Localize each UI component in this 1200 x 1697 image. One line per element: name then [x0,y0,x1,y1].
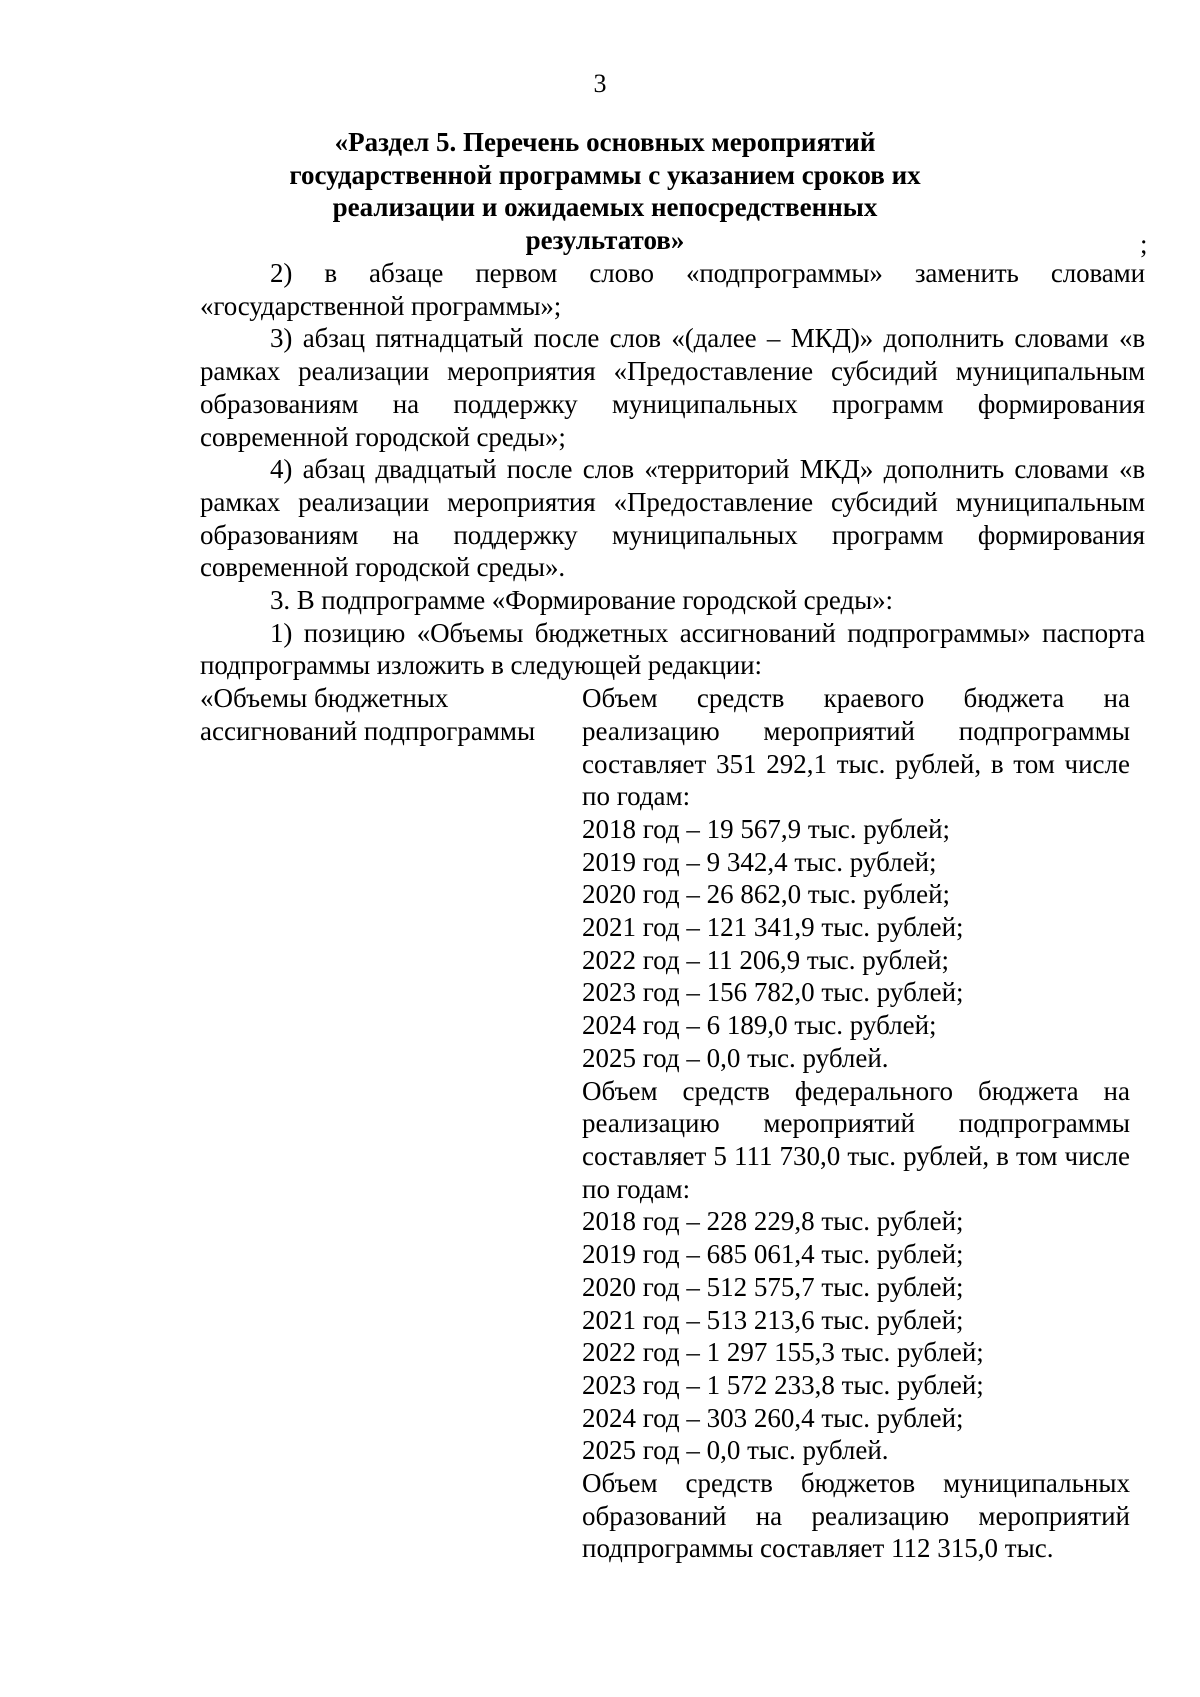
municipal-budget-intro: Объем средств бюджетов муниципальных образований на реализацию мероприятий подпрограммы составляет 112 315,0 тыс. [582,1468,1130,1564]
passport-label-line-2: ассигнований подпрограммы [200,715,536,746]
regional-year-line: 2021 год – 121 341,9 тыс. рублей; [582,912,964,943]
federal-year-line: 2020 год – 512 575,7 тыс. рублей; [582,1271,964,1302]
regional-year-line: 2025 год – 0,0 тыс. рублей. [582,1042,889,1073]
regional-year-line: 2023 год – 156 782,0 тыс. рублей; [582,977,964,1008]
regional-year-line: 2018 год – 19 567,9 тыс. рублей; [582,813,951,844]
federal-year-line: 2019 год – 685 061,4 тыс. рублей; [582,1239,964,1270]
federal-year-line: 2018 год – 228 229,8 тыс. рублей; [582,1206,964,1237]
paragraph-passport-position: 1) позицию «Объемы бюджетных ассигнований подпрограммы» паспорта подпрограммы изложить в следующей редакции: [200,617,1145,681]
regional-year-line: 2020 год – 26 862,0 тыс. рублей; [582,879,951,910]
document-body [200,257,1145,1565]
section-heading: «Раздел 5. Перечень основных мероприятий государственной программы с указанием сроков их реализации и ожидаемых непосредственных результатов» [289,127,921,255]
federal-year-line: 2025 год – 0,0 тыс. рублей. [582,1435,889,1466]
regional-year-line: 2024 год – 6 189,0 тыс. рублей; [582,1010,937,1041]
passport-label-line-1: «Объемы бюджетных [200,683,449,714]
regional-year-line: 2022 год – 11 206,9 тыс. рублей; [582,944,950,975]
paragraph-item-3: 3) абзац пятнадцатый после слов «(далее – МКД)» дополнить словами «в рамках реализации мероприятия «Предоставление субсидий муниципальным образованиям на поддержку муниципальных программ формирования современной городской среды»; [200,323,1145,452]
heading-closing-semicolon: ; [1140,229,1148,259]
federal-year-line: 2021 год – 513 213,6 тыс. рублей; [582,1304,964,1335]
paragraph-item-4: 4) абзац двадцатый после слов «территорий МКД» дополнить словами «в рамках реализации мероприятия «Предоставление субсидий муниципальным образованиям на поддержку муниципальных программ формирования современной городской среды». [200,454,1145,583]
federal-budget-intro: Объем средств федерального бюджета на реализацию мероприятий подпрограммы составляет 5 111 730,0 тыс. рублей, в том числе по годам: [582,1075,1130,1204]
federal-year-line: 2024 год – 303 260,4 тыс. рублей; [582,1402,964,1433]
regional-budget-intro: Объем средств краевого бюджета на реализацию мероприятий подпрограммы составляет 351 292,1 тыс. рублей, в том числе по годам: [582,683,1130,812]
paragraph-section-3: 3. В подпрограмме «Формирование городской среды»: [270,585,893,616]
paragraph-item-2: 2) в абзаце первом слово «подпрограммы» заменить словами «государственной программы»; [200,258,1145,321]
federal-year-line: 2023 год – 1 572 233,8 тыс. рублей; [582,1369,984,1400]
passport-label-cell [200,682,557,1565]
regional-year-line: 2019 год – 9 342,4 тыс. рублей; [582,846,937,877]
passport-table [200,682,1145,1565]
federal-year-line: 2022 год – 1 297 155,3 тыс. рублей; [582,1337,984,1368]
passport-value-cell [582,682,1130,1565]
page-number: 3 [593,69,607,98]
